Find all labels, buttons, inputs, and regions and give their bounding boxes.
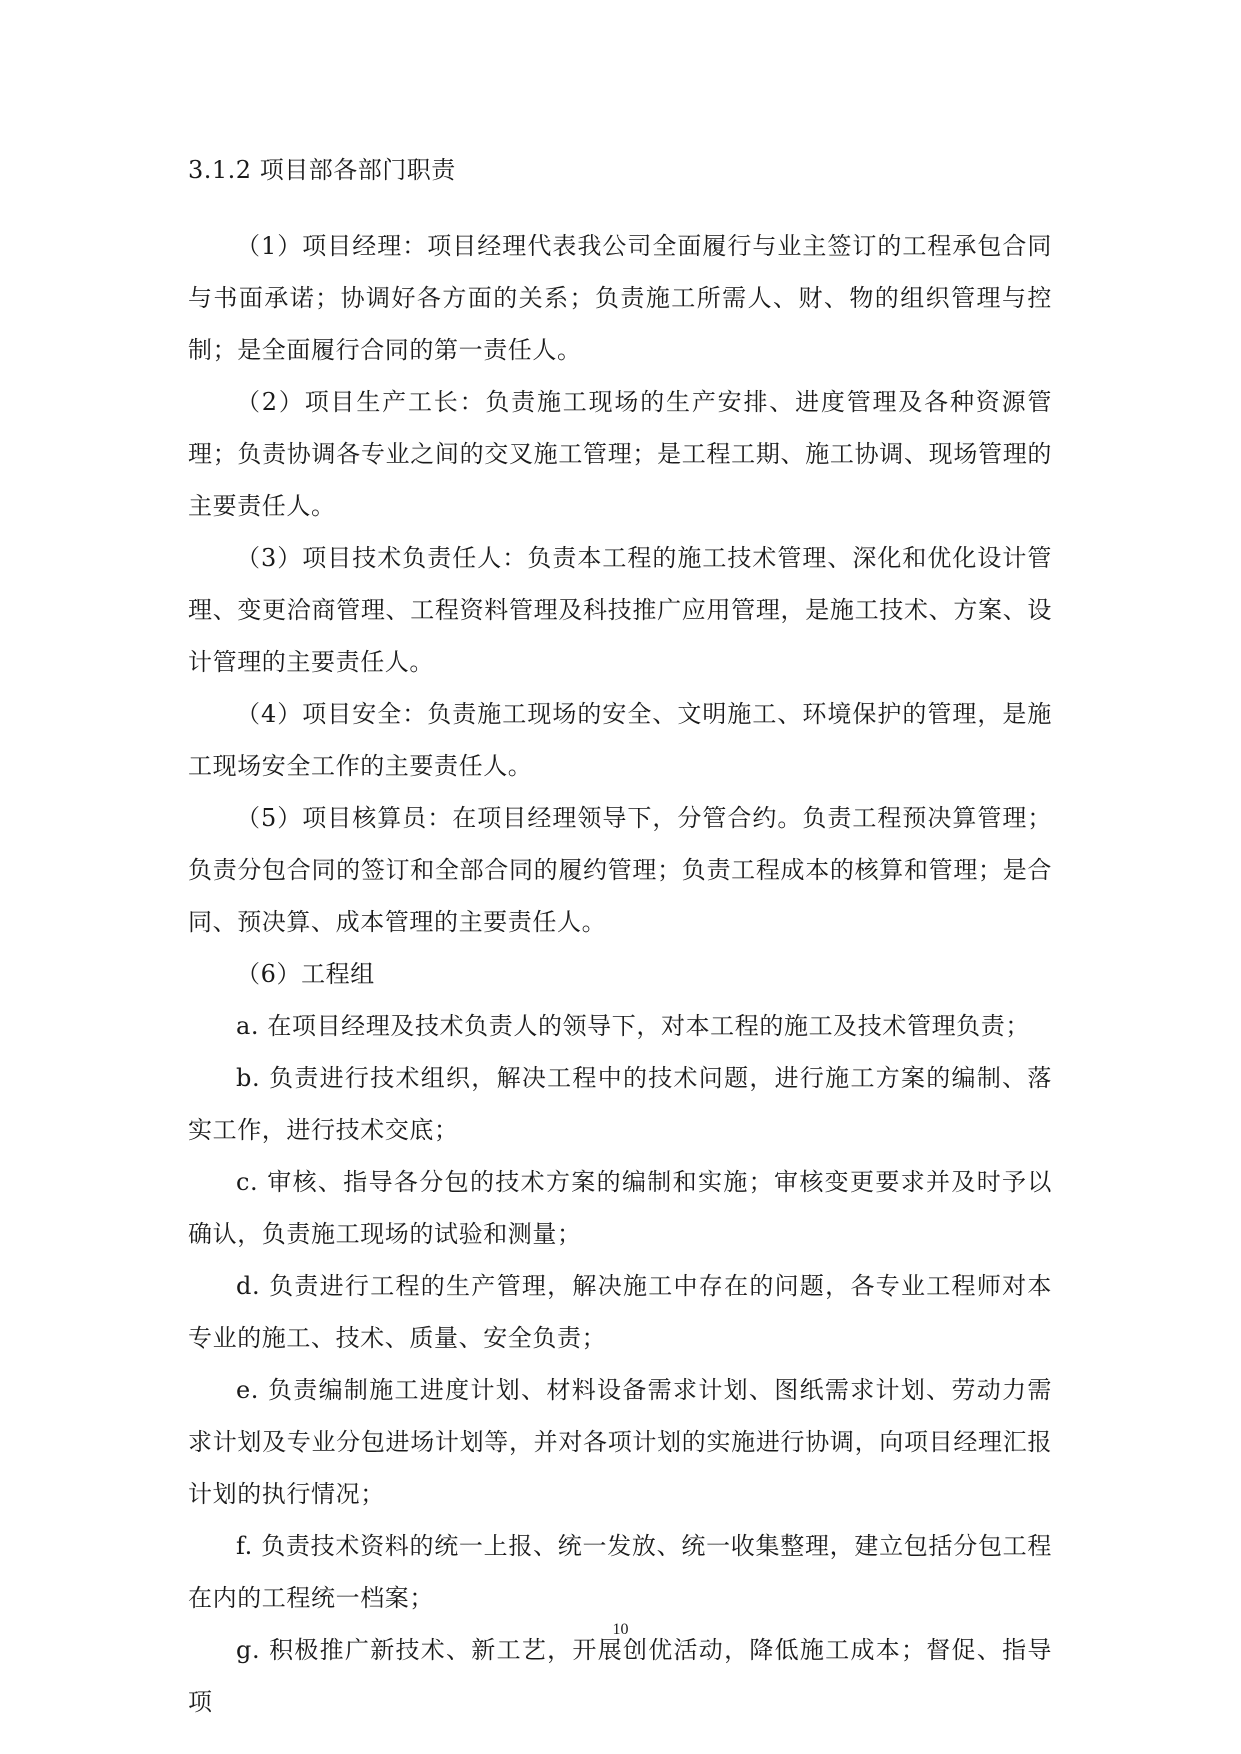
paragraph-cost-accountant: （5）项目核算员：在项目经理领导下，分管合约。负责工程预决算管理；负责分包合同的签订和全部合同的履约管理；负责工程成本的核算和管理；是合同、预决算、成本管理的主要责任人。 [188,804,1052,936]
paragraph-technical-lead: （3）项目技术负责任人：负责本工程的施工技术管理、深化和优化设计管理、变更洽商管理、工程资料管理及科技推广应用管理，是施工技术、方案、设计管理的主要责任人。 [188,544,1052,676]
paragraph-project-safety: （4）项目安全：负责施工现场的安全、文明施工、环境保护的管理，是施工现场安全工作的主要责任人。 [188,700,1052,780]
paragraph-item-e: e. 负责编制施工进度计划、材料设备需求计划、图纸需求计划、劳动力需求计划及专业分包进场计划等，并对各项计划的实施进行协调，向项目经理汇报计划的执行情况； [188,1376,1052,1508]
section-body [188,220,1052,1728]
paragraph-item-b: b. 负责进行技术组织，解决工程中的技术问题，进行施工方案的编制、落实工作，进行技术交底； [188,1064,1052,1144]
paragraph-production-foreman: （2）项目生产工长：负责施工现场的生产安排、进度管理及各种资源管理；负责协调各专业之间的交叉施工管理；是工程工期、施工协调、现场管理的主要责任人。 [188,388,1052,520]
paragraph-item-g: g. 积极推广新技术、新工艺，开展创优活动，降低施工成本；督促、指导项 [188,1636,1052,1716]
paragraph-item-a: a. 在项目经理及技术负责人的领导下，对本工程的施工及技术管理负责； [236,1012,1030,1040]
paragraph-project-manager: （1）项目经理：项目经理代表我公司全面履行与业主签订的工程承包合同与书面承诺；协调好各方面的关系；负责施工所需人、财、物的组织管理与控制；是全面履行合同的第一责任人。 [188,232,1052,364]
paragraph-item-f: f. 负责技术资料的统一上报、统一发放、统一收集整理，建立包括分包工程在内的工程统一档案； [188,1532,1052,1612]
page-number: 10 [612,1621,629,1638]
paragraph-engineering-group-title: （6）工程组 [236,960,375,988]
paragraph-item-d: d. 负责进行工程的生产管理，解决施工中存在的问题，各专业工程师对本专业的施工、技术、质量、安全负责； [188,1272,1052,1352]
paragraph-item-c: c. 审核、指导各分包的技术方案的编制和实施；审核变更要求并及时予以确认，负责施工现场的试验和测量； [188,1168,1052,1248]
section-heading: 3.1.2 项目部各部门职责 [188,156,456,184]
